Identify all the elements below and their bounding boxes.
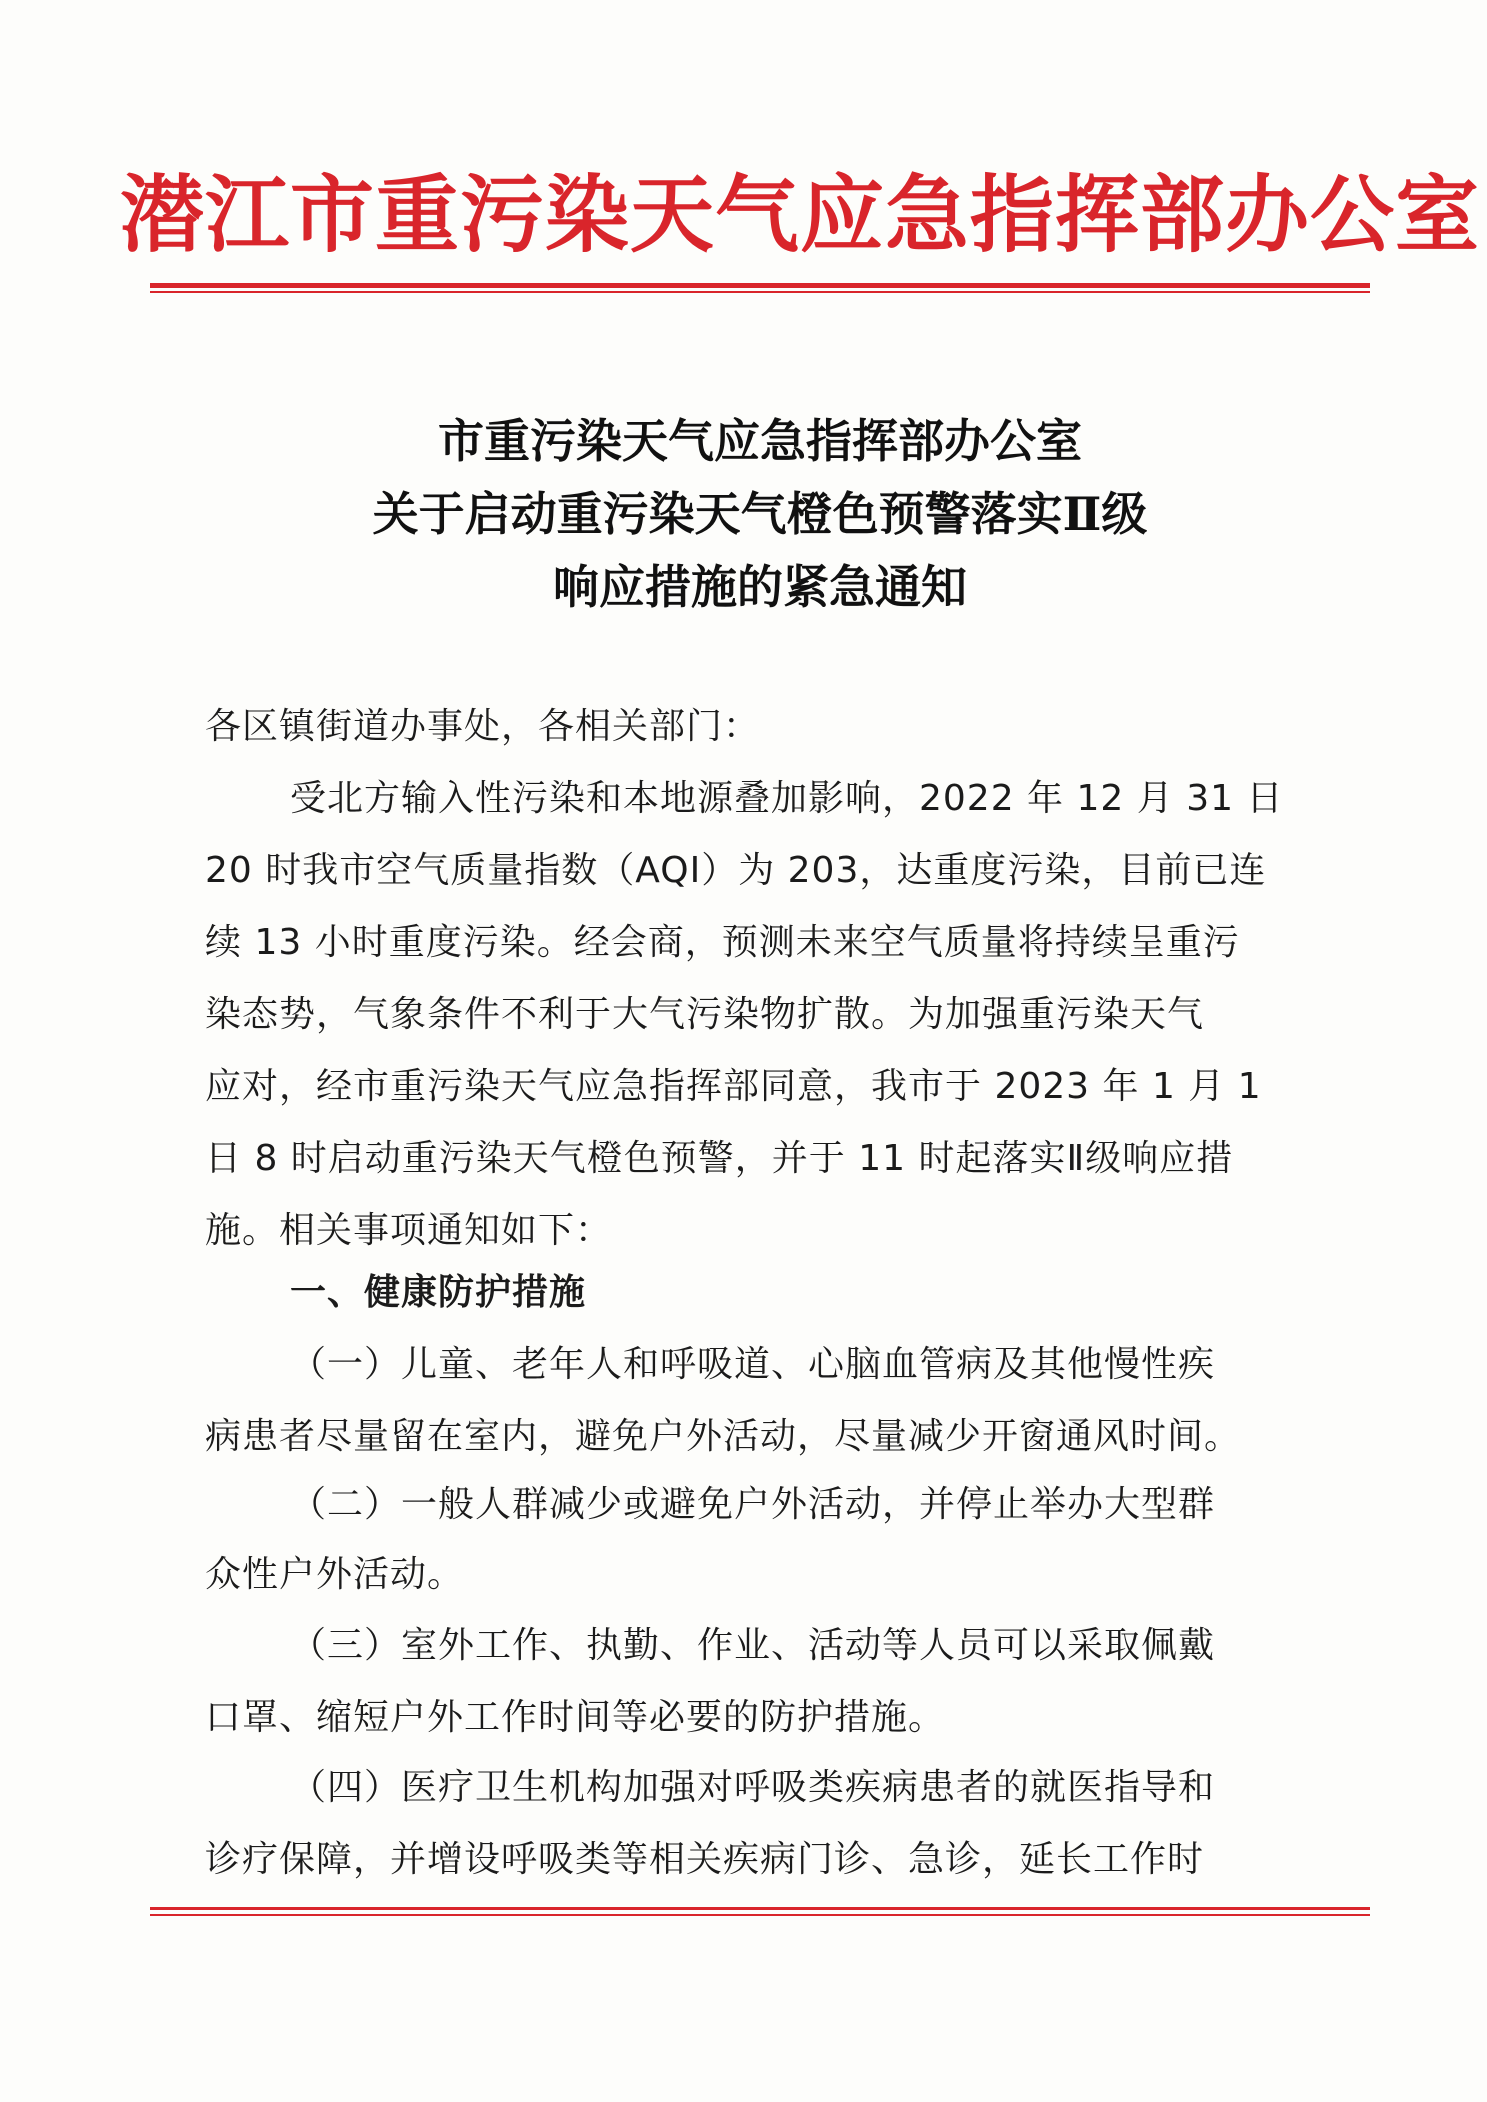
letterhead-title: 潜江市重污染天气应急指挥部办公室 [120,165,1481,264]
section-1-heading: 一、健康防护措施 [290,1272,587,1313]
paragraph-1-line-5: 应对，经市重污染天气应急指挥部同意，我市于 2023 年 1 月 1 [205,1066,1262,1107]
document-title-line-1: 市重污染天气应急指挥部办公室 [438,414,1082,468]
item-2-line-1: （二）一般人群减少或避免户外活动，并停止举办大型群 [290,1484,1216,1525]
document-title-line-3: 响应措施的紧急通知 [553,560,967,614]
item-3-line-2: 口罩、缩短户外工作时间等必要的防护措施。 [205,1697,946,1738]
footer-rule-thin [150,1914,1370,1916]
item-3-line-1: （三）室外工作、执勤、作业、活动等人员可以采取佩戴 [290,1625,1216,1666]
letterhead-rule-thin [150,291,1370,293]
footer-rule-thick [150,1907,1370,1910]
item-1-line-1: （一）儿童、老年人和呼吸道、心脑血管病及其他慢性疾 [290,1344,1216,1385]
item-4-line-1: （四）医疗卫生机构加强对呼吸类疾病患者的就医指导和 [290,1767,1216,1808]
salutation: 各区镇街道办事处，各相关部门： [205,706,761,747]
paragraph-1-line-1: 受北方输入性污染和本地源叠加影响，2022 年 12 月 31 日 [290,778,1284,819]
item-2-line-2: 众性户外活动。 [205,1554,465,1595]
paragraph-1-line-6: 日 8 时启动重污染天气橙色预警，并于 11 时起落实Ⅱ级响应措 [205,1138,1234,1179]
paragraph-1-line-3: 续 13 小时重度污染。经会商，预测未来空气质量将持续呈重污 [205,922,1240,963]
paragraph-1-line-4: 染态势，气象条件不利于大气污染物扩散。为加强重污染天气 [205,994,1205,1035]
paragraph-1-line-7: 施。相关事项通知如下： [205,1210,613,1251]
letterhead-rule-thick [150,283,1370,288]
item-1-line-2: 病患者尽量留在室内，避免户外活动，尽量减少开窗通风时间。 [205,1416,1242,1457]
document-title-line-2: 关于启动重污染天气橙色预警落实Ⅱ级 [372,487,1148,541]
paragraph-1-line-2: 20 时我市空气质量指数（AQI）为 203，达重度污染，目前已连 [205,850,1267,891]
item-4-line-2: 诊疗保障，并增设呼吸类等相关疾病门诊、急诊，延长工作时 [205,1839,1205,1880]
